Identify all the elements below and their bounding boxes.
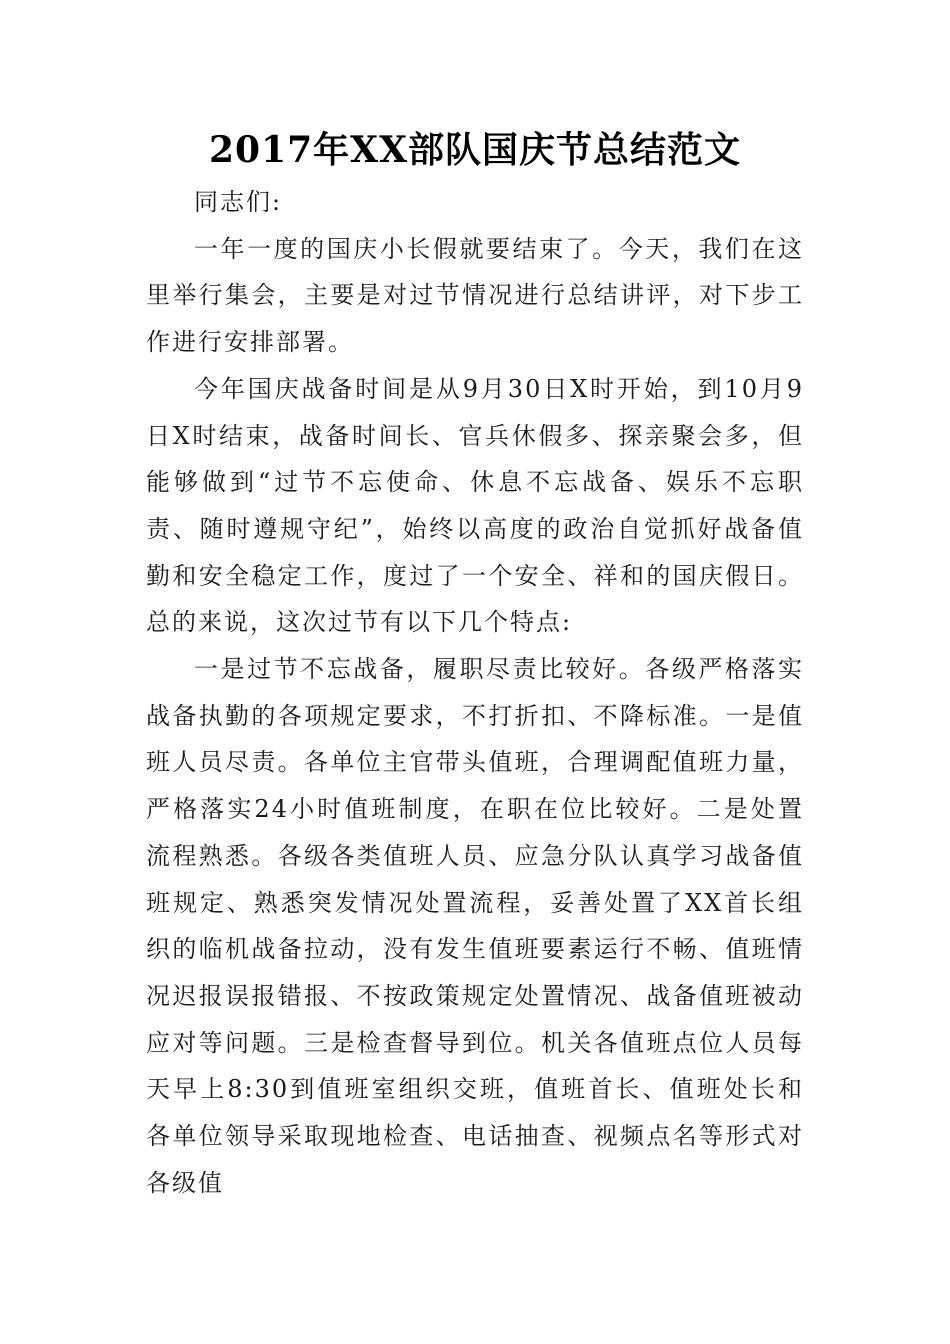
greeting: 同志们: [194, 188, 283, 216]
document-title: 2017年XX部队国庆节总结范文 [208, 129, 742, 171]
paragraph-overview: 今年国庆战备时间是从9月30日X时开始，到10月9日X时结束，战备时间长、官兵休假多、探亲聚会多，但能够做到“过节不忘使命、休息不忘战备、娱乐不忘职责、随时遵规守纪”，始终以高度的政治自觉抓好战备值勤和安全稳定工作，度过了一个安全、祥和的国庆假日。总的来说，这次过节有以下几个特点: [146, 374, 804, 637]
paragraph-intro: 一年一度的国庆小长假就要结束了。今天，我们在这里举行集会，主要是对过节情况进行总结讲评，对下步工作进行安排部署。 [146, 234, 804, 357]
paragraph-point-one: 一是过节不忘战备，履职尽责比较好。各级严格落实战备执勤的各项规定要求，不打折扣、不降标准。一是值班人员尽责。各单位主官带头值班，合理调配值班力量，严格落实24小时值班制度，在职在位比较好。二是处置流程熟悉。各级各类值班人员、应急分队认真学习战备值班规定、熟悉突发情况处置流程，妥善处置了XX首长组织的临机战备拉动，没有发生值班要素运行不畅、值班情况迟报误报错报、不按政策规定处置情况、战备值班被动应对等问题。三是检查督导到位。机关各值班点位人员每天早上8:30到值班室组织交班，值班首长、值班处长和各单位领导采取现地检查、电话抽查、视频点名等形式对各级值 [146, 655, 804, 1197]
document-body [146, 179, 804, 1206]
